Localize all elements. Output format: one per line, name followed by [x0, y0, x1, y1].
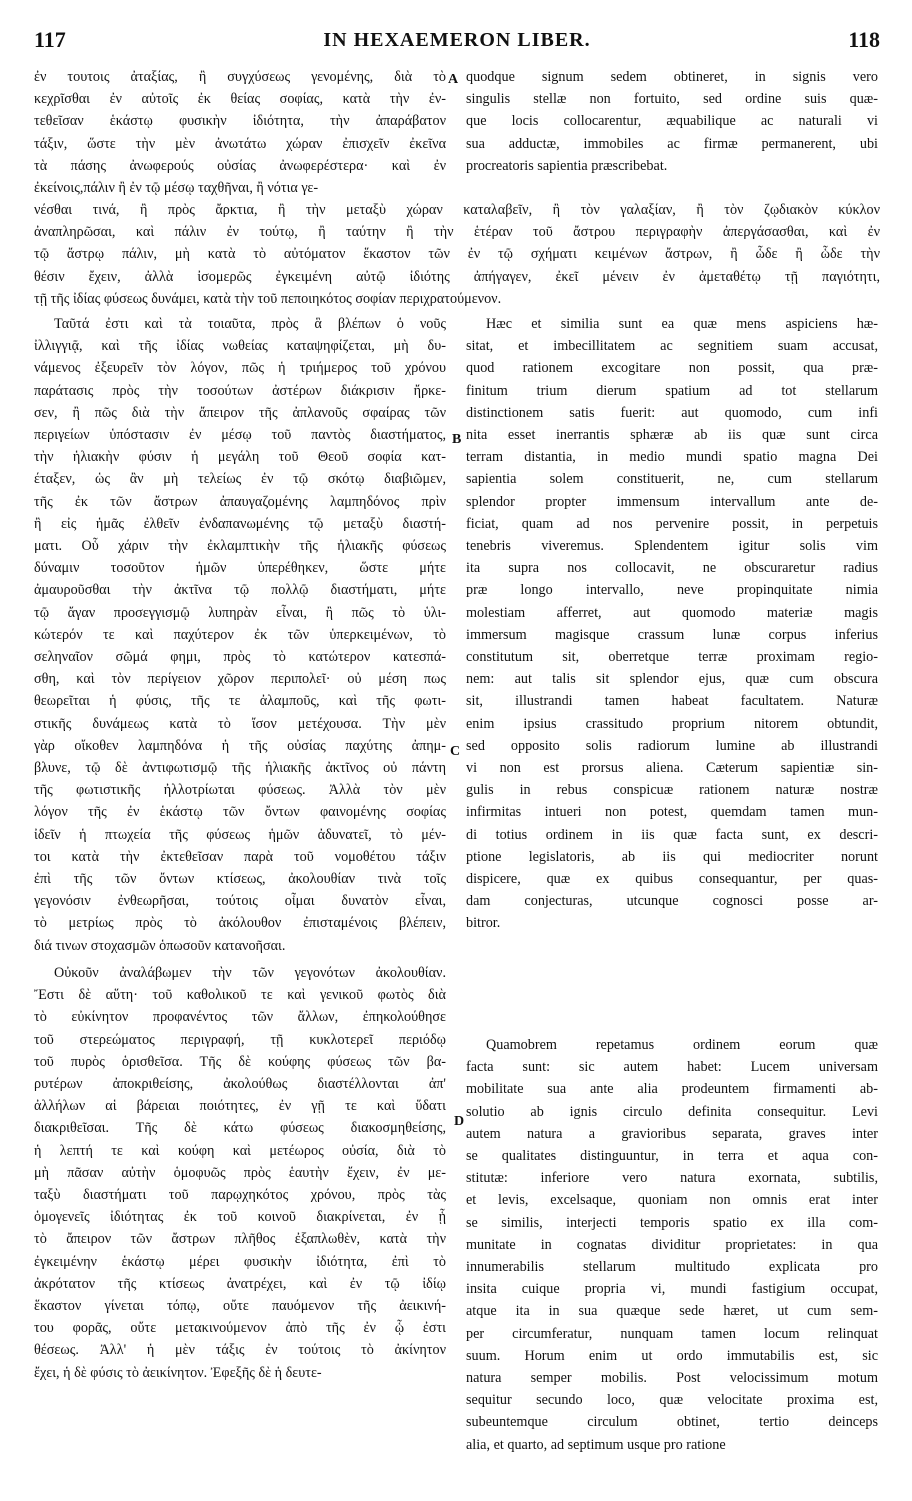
text-line: Ταῦτά ἐστι καὶ τὰ τοιαῦτα, πρὸς ἃ βλέπων ὁ νοῦς — [54, 316, 446, 332]
text-line: ἐπὶ τῆς τῶν ὄντων κτίσεως, ἀκολουθίαν τινὰ τοῖς — [34, 871, 446, 888]
margin-marker-d: D — [454, 1114, 465, 1129]
right-page-number: 118 — [848, 27, 880, 52]
text-line: suum. Horum enim ut ordo immutabilis est, sic — [466, 1347, 878, 1364]
full-width-greek-passage — [34, 199, 880, 310]
text-line: sed opposito solis radiorum lumine ab illustrandi — [466, 737, 878, 754]
text-line: ἀκρότατον τῆς κτίσεως ἀνατρέχει, καὶ ἐν τῷ ἰδίῳ — [34, 1275, 446, 1292]
text-line: μὴ πᾶσαν αὐτὴν ὁμοφυῶς πρὸς ἑαυτὴν ἔχειν, ἐν με- — [34, 1164, 446, 1181]
text-line: σεν, ἢ πῶς διὰ τὴν ἄπειρον τῆς ἀπλανοῦς σφαίρας τῶν — [34, 404, 446, 421]
text-line: immersum magisque crassum lunæ corpus inferius — [466, 626, 878, 643]
text-line: ἡ λεπτή τε καὶ κούφη καὶ μετέωρος οὐσία, διὰ τὸ — [34, 1142, 446, 1159]
latin-column-section-3 — [466, 1034, 878, 1456]
text-line: σεληναῖον σῶμά φημι, πρὸς τὸ κατώτερον κατεσπά- — [34, 649, 446, 666]
text-line: procreatoris sapientia præscribebat. — [466, 157, 668, 174]
text-line: δύναμιν τοσοῦτον ἡμῶν ὑπερέθηκεν, ὥστε μήτε — [34, 560, 446, 577]
text-line: Quamobrem repetamus ordinem eorum quæ — [486, 1037, 878, 1053]
text-line: τῇ τῆς ἰδίας φύσεως δυνάμει, κατὰ τὴν τοῦ πεποιηκότος σοφίαν περιχρατούμενον. — [34, 290, 502, 307]
text-line: quodque signum sedem obtineret, in signis vero — [466, 69, 878, 85]
text-line: se similis, interjecti temporis spatio ex illa com- — [466, 1214, 878, 1231]
text-line: του φορᾶς, οὔτε μετακινούμενον ἀπὸ τῆς ἐν ᾧ ἐστι — [34, 1320, 446, 1337]
text-line: ματι. Οὗ χάριν τὴν ἐκλαμπτικὴν τῆς ἡλιακῆς φύσεως — [34, 538, 446, 555]
text-line: sitat, et imbecillitatem ac segnitiem suam accusat, — [466, 338, 878, 355]
running-title: IN HEXAEMERON LIBER. — [323, 28, 591, 51]
text-line: præ longo intervallo, neve propinquitate nimia — [466, 582, 878, 599]
text-line: τὸ ἄπειρον τῶν ἄστρων πλῆθος ἐξαπλωθὲν, κατὰ τὴν — [34, 1231, 446, 1248]
text-line: ἐν τουτοις ἀταξίας, ἢ συγχύσεως γενομένης, διὰ τὸ — [34, 69, 446, 85]
text-line: τάξιν, ὥστε τὴν μὲν ἀνωτάτω χώραν ἐπισχεῖν ἐκεῖνα — [34, 135, 446, 152]
text-line: natura semper mobilis. Post velocissimum motum — [466, 1370, 878, 1387]
text-line: τοι κατὰ τὴν ἐκτεθεῖσαν παρὰ τοῦ νομοθέτου τάξιν — [34, 848, 446, 865]
text-line: subeuntemque circulum obtinet, tertio deinceps — [466, 1414, 878, 1431]
text-line: per circumferatur, nunquam tamen locum relinquat — [466, 1325, 878, 1342]
text-line: sua adductæ, immobiles ac firmæ permanerent, ubi — [466, 135, 878, 152]
text-line: ἐκείνοις,πάλιν ἢ ἐν τῷ μέσῳ ταχθῆναι, ἢ νότια γε- — [34, 180, 319, 197]
text-line: νάμενος ἐξευρεῖν τὸν λόγον, πῶς ἡ τριήμερος τοῦ χρόνου — [34, 360, 446, 377]
text-line: βλυνε, τῷ δὲ ἀντιφωτισμῷ τῆς ἡλιακῆς ἀκτῖνος οὐ πάντη — [34, 760, 446, 777]
text-line: ptione legislatoris, ab iis qui mediocriter norunt — [466, 848, 878, 865]
latin-column-section-1 — [466, 66, 878, 177]
text-line: τῷ ἄστρῳ πάλιν, μὴ κατὰ τὸ αὐτόματον ἕκαστον τῶν ἐν τῷ σχήματι κειμένων ἄστρων, ἢ ὧδε ἢ ὧδε τὴν — [34, 246, 880, 263]
text-line: ἀλλήλων αἱ βάρειαι ποιότητες, ἐν γῇ τε καὶ ὕδατι — [34, 1098, 446, 1115]
text-line: vi non est prorsus aliena. Cæterum sapientiæ sin- — [466, 760, 878, 777]
text-line: τὸ μετρίως πρὸς τὸ ἀκόλουθον ἐπισταμένοις βλέπειν, — [34, 915, 446, 932]
text-line: gulis in rebus conspicuæ rationem naturæ nostræ — [466, 782, 878, 799]
text-line: mobilitate sua ante alia prodeuntem firmamenti ab- — [466, 1081, 878, 1098]
text-line: enim ipsius crassitudo proprium nitorem obtundit, — [466, 715, 878, 732]
page-header — [34, 20, 880, 60]
text-line: τῆς ἐκ τῶν ἄστρων ἀπαυγαζομένης λαμπηδόνος πρὶν — [34, 493, 446, 510]
text-line: θεωρεῖται ἡ φύσις, τῆς τε ἀλαμποῦς, καὶ τῆς φωτι- — [34, 693, 446, 710]
text-line: κεχρῖσθαι ἐν αὐτοῖς ἐκ θείας σοφίας, κατὰ τὴν ἐν- — [34, 91, 446, 108]
text-line: ὁμογενεῖς ἰδιότητας ἐκ τοῦ κοινοῦ διακρίνεται, ἐν ᾗ — [34, 1209, 446, 1226]
text-line: Ἔστι δὲ αὕτη· τοῦ καθολικοῦ τε καὶ γενικοῦ φωτὸς διὰ — [34, 987, 446, 1004]
text-line: στικῆς δυνάμεως κατὰ τὸ ἴσον μετέχουσα. Τὴν μὲν — [34, 715, 446, 732]
text-line: ἐγκειμένην ἑκάστῳ μέρει φυσικὴν ἰδιότητα, ἐπὶ τὸ — [34, 1253, 446, 1270]
text-line: infirmitas intueri non potest, quemdam tamen mun- — [466, 804, 878, 821]
margin-marker-c: C — [450, 744, 461, 759]
text-line: autem natura a gravioribus separata, graves inter — [466, 1125, 878, 1142]
text-line: διά τινων στοχασμῶν ὁπωσοῦν κατανοῆσαι. — [34, 937, 286, 954]
text-line: ἀμαυροῦσθαι τὴν ἀκτῖνα τῷ πολλῷ διαστήματι, μήτε — [34, 582, 446, 599]
text-line: ἀναπληρῶσαι, καὶ πάλιν ἐν τούτῳ, ἢ ταύτην ἢ τὴν ἑτέραν τοῦ ἄστρου περιγραφὴν ἀπεργάσασθαι, καὶ ἐν — [34, 224, 880, 241]
margin-marker-a: A — [448, 72, 459, 87]
text-line: ita supra nos collocavit, ne obscuraretur radius — [466, 560, 878, 577]
text-line: munitate in cognatas dividitur proprietates: in qua — [466, 1236, 878, 1253]
text-line: διακριθεῖσαι. Τῆς δὲ κάτω φύσεως διακοσμηθείσης, — [34, 1120, 446, 1137]
text-line: ταξὺ διαστήματι τοῦ παρῳχηκότος χρόνου, πρὸς τὰς — [34, 1187, 446, 1204]
text-line: ρυτέρων ἀποκριθείσης, ἀκολούθως διαστέλλονται ἀπ' — [34, 1076, 446, 1093]
text-line: τὴν ἡλιακὴν φύσιν ἡ μεγάλη τοῦ Θεοῦ σοφία κατ- — [34, 449, 446, 466]
text-line: insita cuique propria vi, mundi fastigium occupat, — [466, 1281, 878, 1298]
text-line: ἕκαστον γίνεται τόπῳ, οὔτε παυόμενον τῆς ἀεικινή- — [34, 1298, 446, 1315]
text-line: bitror. — [466, 915, 501, 932]
text-line: di totius ordinem in iis quæ facta sunt, ex descri- — [466, 826, 878, 843]
text-line: facta sunt: sic autem habet: Lucem universam — [466, 1059, 878, 1076]
text-line: ἰδεῖν ἡ πτωχεία τῆς φύσεως ἡμῶν ἀδυνατεῖ, τὸ μέν- — [34, 826, 446, 843]
text-line: τεθεῖσαν ἑκάστῳ φυσικὴν ἰδιότητα, τὴν ἀπαράβατον — [34, 113, 446, 130]
text-line: Οὐκοῦν ἀναλάβωμεν τὴν τῶν γεγονότων ἀκολουθίαν. — [54, 965, 446, 981]
margin-marker-b: B — [452, 432, 462, 447]
text-line: atque ita in sua quæque sede hæret, ut cum sem- — [466, 1303, 878, 1320]
text-line: γεγονόσιν ἐνθεωρῆσαι, τούτοις οἶμαι δυνατὸν εἶναι, — [34, 893, 446, 910]
text-line: dam conjecturas, utcunque cognosci posse ar- — [466, 893, 878, 910]
text-line: θέσεως. Ἀλλ' ἡ μὲν τάξις ἐν τούτοις τὸ ἀκίνητον — [34, 1342, 446, 1359]
text-line: ἰλλιγγιᾷ, καὶ τῆς ἰδίας νωθείας καταψηφίζεται, μὴ δυ- — [34, 338, 446, 355]
text-line: τὸ εὐκίνητον προφανέντος τῶν ἄλλων, ἐπηκολούθησε — [34, 1009, 446, 1026]
text-line: stitutæ: inferiore vero natura exornata, subtilis, — [466, 1170, 878, 1187]
text-line: ficiat, quam ad nos pervenire possit, in perpetuis — [466, 515, 878, 532]
text-line: έταξεν, ὡς ἂν μὴ τελείως ἐν τῷ σκότῳ διαβιῶμεν, — [34, 471, 446, 488]
text-line: finitum trium dierum spatium ad tot stellarum — [466, 382, 878, 399]
text-line: γὰρ οἴκοθεν λαμπηδόνα ἡ τῆς οὐσίας παχύτης ἀπημ- — [34, 737, 446, 754]
text-line: distinctionem satis fuerit: aut quomodo, cum infi — [466, 404, 878, 421]
text-line: ἔχει, ἡ δὲ φύσις τὸ ἀεικίνητον. Ἐφεξῆς δὲ ἡ δευτε- — [34, 1364, 322, 1381]
text-line: παράτασις πρὸς τὴν τοσούτων ἀστέρων διάκρισιν ἤρκε- — [34, 382, 446, 399]
text-line: τοῦ στερεώματος περιγραφή, τῇ κυκλοτερεῖ περιόδῳ — [34, 1031, 446, 1048]
text-line: solutio ab ignis circulo definita consequitur. Levi — [466, 1103, 878, 1120]
text-line: innumerabilis stellarum multitudo explicata pro — [466, 1259, 878, 1276]
greek-column-section-2 — [34, 313, 446, 957]
left-page-number: 117 — [34, 27, 66, 52]
greek-column-section-3 — [34, 962, 446, 1384]
text-line: σθη, καὶ τὸν περίγειον χῶρον περιπολεῖ· οὐ μέση πως — [34, 671, 446, 688]
text-line: splendor propter immensum intervallum ante de- — [466, 493, 878, 510]
text-line: περιγείων ὑπόστασιν ἐν μέσῳ τοῦ παντὸς διαστήματος, — [34, 427, 446, 444]
text-line: sit, illustrandi tamen habeat facultatem. Naturæ — [466, 693, 878, 710]
text-line: Hæc et similia sunt ea quæ mens aspiciens hæ- — [486, 316, 878, 332]
text-line: que locis collocarentur, æquabilique ac naturali vi — [466, 113, 878, 130]
text-line: alia, et quarto, ad septimum usque pro ratione — [466, 1436, 726, 1453]
text-line: ἢ εἰς ἡμᾶς ἐλθεῖν ἐνδαπανωμένης τῷ μεταξὺ διαστή- — [34, 515, 446, 532]
text-line: nita esset inerrantis sphæræ ab iis quæ sunt circa — [466, 427, 878, 444]
text-line: τῷ ἄγαν προσεγγισμῷ λυπηρὰν εἶναι, ἢ πῶς τὸ ὑλι- — [34, 604, 446, 621]
text-line: dispicere, quæ ex quibus consequantur, per quas- — [466, 871, 878, 888]
text-line: singulis stellæ non fortuito, sed ordine suis quæ- — [466, 91, 878, 108]
text-line: κώτερόν τε καὶ παχύτερον ἐκ τῶν ὑπερκειμένων, τὸ — [34, 626, 446, 643]
text-line: molestiam afferret, aut quomodo materiæ magis — [466, 604, 878, 621]
greek-column-section-1 — [34, 66, 446, 199]
text-line: et levis, excelsaque, quoniam non omnis erat inter — [466, 1192, 878, 1209]
text-line: τοῦ πυρὸς ὁρισθεῖσα. Τῆς δὲ κούφης φύσεως τῶν βα- — [34, 1053, 446, 1070]
text-line: sequitur secundo loco, quæ velocitate proxima est, — [466, 1392, 878, 1409]
text-line: θέσιν ἔχειν, ἀλλὰ ἰσομερῶς ἐγκειμένη αὐτῷ ἰδιότης ἀπήγαγεν, ἐκεῖ μένειν ἐν ἀμεταθέτῳ τῇ παγιότητι, — [34, 268, 880, 285]
text-line: tenebris viveremus. Splendentem igitur solis vim — [466, 538, 878, 555]
text-line: sapientia solem constituerit, ne, cum stellarum — [466, 471, 878, 488]
text-line: se qualitates distinguuntur, in terra et aqua con- — [466, 1148, 878, 1165]
text-line: quod rationem excogitare non possit, qua præ- — [466, 360, 878, 377]
text-line: constitutum sit, oberretque terræ proximam regio- — [466, 649, 878, 666]
text-line: νέσθαι τινά, ἢ πρὸς ἄρκτια, ἢ τὴν μεταξὺ χώραν καταλαβεῖν, ἢ τὸν γαλαξίαν, ἢ τὸν ζῳδιακὸν κύκλον — [34, 202, 880, 218]
text-line: τὰ πάσης ἀνωφερούς οὐσίας ἀνωφερέστερα· καὶ ἐν — [34, 157, 446, 174]
text-line: nem: aut talis sit splendor ejus, quæ cum obscura — [466, 671, 878, 688]
text-line: terram distantia, in medio mundi spatio magna Dei — [466, 449, 878, 466]
text-line: λόγον τῆς ἐν ἑκάστῳ τῶν ὄντων φαινομένης σοφίας — [34, 804, 446, 821]
latin-column-section-2 — [466, 313, 878, 935]
text-line: τῆς φωτιστικῆς ἠλλοτρίωται φύσεως. Ἀλλὰ τὸν μὲν — [34, 782, 446, 799]
